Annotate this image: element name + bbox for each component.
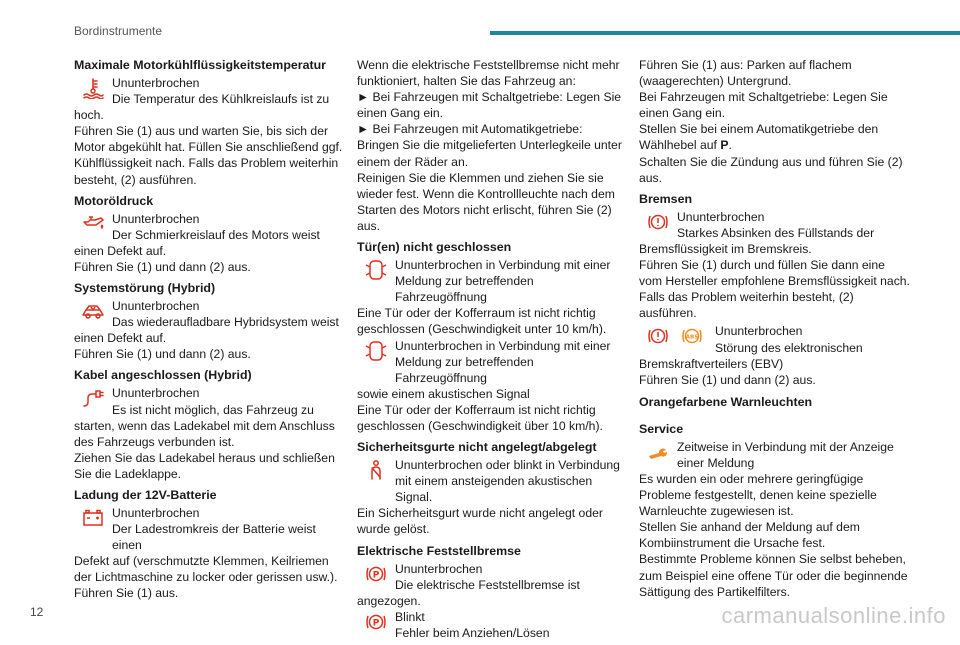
battery-icon <box>82 507 104 529</box>
wrench-icon <box>647 441 669 463</box>
section-heading: Bremsen <box>639 191 693 206</box>
column-1 <box>74 57 344 606</box>
seatbelt-icon <box>365 459 387 481</box>
svg-text:ABS: ABS <box>685 334 699 341</box>
section-heading: Motoröldruck <box>74 193 154 208</box>
abs-icon <box>681 325 703 347</box>
svg-text:P: P <box>372 570 380 581</box>
column-3: Führen Sie (1) aus: Parken auf flachem (waagerechten) Untergrund. Bei Fahrzeugen mit Schaltgetriebe: Legen Sie einen Gang ein. Stellen Sie bei einem Automatikgetriebe den Wählhebel auf P. Schalten Sie die Zündung aus und führen Sie (2) aus. Bremsen Ununterbrochen Starkes Absinken des Füllstands der Bremsflüssigkeit im Bremskreis. Führen Sie (1) durch und füllen Sie dann eine vom Hersteller empfohlene Bremsflüssigkeit nach. Falls das Problem weiterhin besteht, (2) ausführen. ABS Ununterbrochen Störung des elektronischen Bremskraftverteilers (EBV) Führen Sie (1) und dann (2) aus. Orangefarbene Warnleuchten Service Zeitweise in Verbindung mit der Anzeige einer Meldung Es wurden ein oder mehrere geringfügige Probleme festgestellt, denen keine spezielle Warnleuchte zugewiesen ist. Stellen Sie anhand der Meldung auf dem Kombiinstrument die Ursache fest. Bestimmte Probleme können Sie selbst beheben, zum Beispiel eine offene Tür oder die beginnende Sättigung des Partikelfilters. <box>639 58 910 599</box>
brake-warning-icon <box>647 325 669 347</box>
section-hybrid-fault: Systemstörung (Hybrid) Ununterbrochen Das wiederaufladbare Hybridsystem weist einen Defekt auf. Führen Sie (1) und dann (2) aus. <box>74 280 344 362</box>
door-open-icon <box>365 259 387 281</box>
section-doors-open: Tür(en) nicht geschlossen Ununterbrochen in Verbindung mit einer Meldung zur betreffenden Fahrzeugöffnung Eine Tür oder der Kofferraum ist nicht richtig geschlossen (Geschwindigkeit unter 10 km/h). Ununterbrochen in Verbindung mit einer Meldung zur betreffenden Fahrzeugöffnung sowie einem akustischen Signal Eine Tür oder der Kofferraum ist nicht richtig geschlossen (Geschwindigkeit über 10 km/h). <box>357 239 627 434</box>
section-brakes: Bremsen Ununterbrochen Starkes Absinken des Füllstands der Bremsflüssigkeit im Bremskreis. Führen Sie (1) durch und füllen Sie dann eine vom Hersteller empfohlene Bremsflüssigkeit nach. Falls das Problem weiterhin besteht, (2) ausführen. ABS Ununterbrochen Störung des elektronischen Bremskraftverteilers (EBV) Führen Sie (1) und dann (2) aus. <box>639 191 910 387</box>
charging-cable-icon <box>82 387 104 409</box>
section-heading: Sicherheitsgurte nicht angelegt/abgelegt <box>357 440 597 455</box>
section-seatbelt: Sicherheitsgurte nicht angelegt/abgelegt Ununterbrochen oder blinkt in Verbindung mit einem ansteigenden akustischen Signal. Ein Sicherheitsgurt wurde nicht angelegt oder wurde gelöst. <box>357 439 627 537</box>
watermark: carmanualsonline.info <box>721 603 946 628</box>
orange-warnings-heading: Orangefarbene Warnleuchten <box>639 394 813 409</box>
oil-pressure-icon <box>82 213 104 235</box>
section-service: Service Zeitweise in Verbindung mit der Anzeige einer Meldung Es wurden ein oder mehrere geringfügige Probleme festgestellt, denen keine spezielle Warnleuchte zugewiesen ist. Stellen Sie anhand der Meldung auf dem Kombiinstrument die Ursache fest. Bestimmte Probleme können Sie selbst beheben, zum Beispiel eine offene Tür oder die beginnende Sättigung des Partikelfilters. <box>639 421 911 600</box>
section-heading: Elektrische Feststellbremse <box>357 543 521 558</box>
section-heading: Kabel angeschlossen (Hybrid) <box>74 368 252 383</box>
section-heading: Maximale Motorkühlflüssigkeitstemperatur <box>74 58 327 72</box>
parking-brake-icon <box>365 563 387 585</box>
brake-warning-icon <box>647 211 669 233</box>
hybrid-system-fault-icon <box>82 300 104 322</box>
page-number: 12 <box>30 605 44 619</box>
coolant-temperature-icon <box>82 77 104 99</box>
section-parking-brake: Elektrische Feststellbremse P Ununterbrochen Die elektrische Feststellbremse ist angezogen. P Blinkt Fehler beim Anziehen/Lösen <box>357 543 627 641</box>
section-heading: Ladung der 12V-Batterie <box>74 487 217 502</box>
section-charging-cable: Kabel angeschlossen (Hybrid) Ununterbrochen Es ist nicht möglich, das Fahrzeug zu starten, wenn das Ladekabel mit dem Anschluss des Fahrzeugs verbunden ist. Ziehen Sie das Ladekabel heraus und schließen Sie die Ladeklappe. <box>74 367 344 482</box>
section-heading: Tür(en) nicht geschlossen <box>357 240 512 255</box>
section-heading: Service <box>639 421 684 436</box>
header-title: Bordinstrumente <box>74 24 163 38</box>
column-2: Wenn die elektrische Feststellbremse nicht mehr funktioniert, halten Sie das Fahrzeug an: ► Bei Fahrzeugen mit Schaltgetriebe: Legen Sie einen Gang ein. ► Bei Fahrzeugen mit Automatikgetriebe: Bringen Sie die mitgelieferten Unterlegkeile unter einem der Räder an. Reinigen Sie die Klemmen und ziehen Sie sie wieder fest. Wenn die Kontrollleuchte nach dem Starten des Motors nicht erlischt, führen Sie (2) aus. Tür(en) nicht geschlossen Ununterbrochen in Verbindung mit einer Meldung zur betreffenden Fahrzeugöffnung Eine Tür oder der Kofferraum ist nicht richtig geschlossen (Geschwindigkeit unter 10 km/h). Ununterbrochen in Verbindung mit einer Meldung zur betreffenden Fahrzeugöffnung sowie einem akustischen Signal Eine Tür oder der Kofferraum ist nicht richtig geschlossen (Geschwindigkeit über 10 km/h). Sicherheitsgurte nicht angelegt/abgelegt Ununterbrochen oder blinkt in Verbindung mit einem ansteigenden akustischen Signal. Ein Sicherheitsgurt wurde nicht angelegt oder wurde gelöst. Elektrische Feststellbremse P Ununterbrochen Die elektrische Feststellbremse ist angezogen. P Blinkt Fehler beim Anziehen/Lösen <box>357 57 627 645</box>
parking-brake-icon <box>365 611 387 633</box>
door-open-icon <box>365 340 387 362</box>
section-coolant-temperature: Maximale Motorkühlflüssigkeitstemperatur Ununterbrochen Die Temperatur des Kühlkreislaufs ist zu hoch. Führen Sie (1) aus und warten Sie, bis sich der Motor abgekühlt hat. Füllen Sie anschließend ggf. Kühlflüssigkeit nach. Falls das Problem weiterhin besteht, (2) ausführen. <box>74 58 343 187</box>
section-oil-pressure: Motoröldruck Ununterbrochen Der Schmierkreislauf des Motors weist einen Defekt auf. Führen Sie (1) und dann (2) aus. <box>74 193 344 275</box>
section-heading: Systemstörung (Hybrid) <box>74 281 216 296</box>
svg-text:P: P <box>372 618 380 629</box>
section-battery: Ladung der 12V-Batterie Ununterbrochen Der Ladestromkreis der Batterie weist einen Defekt auf (verschmutzte Klemmen, Keilriemen der Lichtmaschine zu locker oder gerissen usw.). Führen Sie (1) aus. <box>74 487 344 602</box>
header-accent-bar <box>490 31 960 35</box>
